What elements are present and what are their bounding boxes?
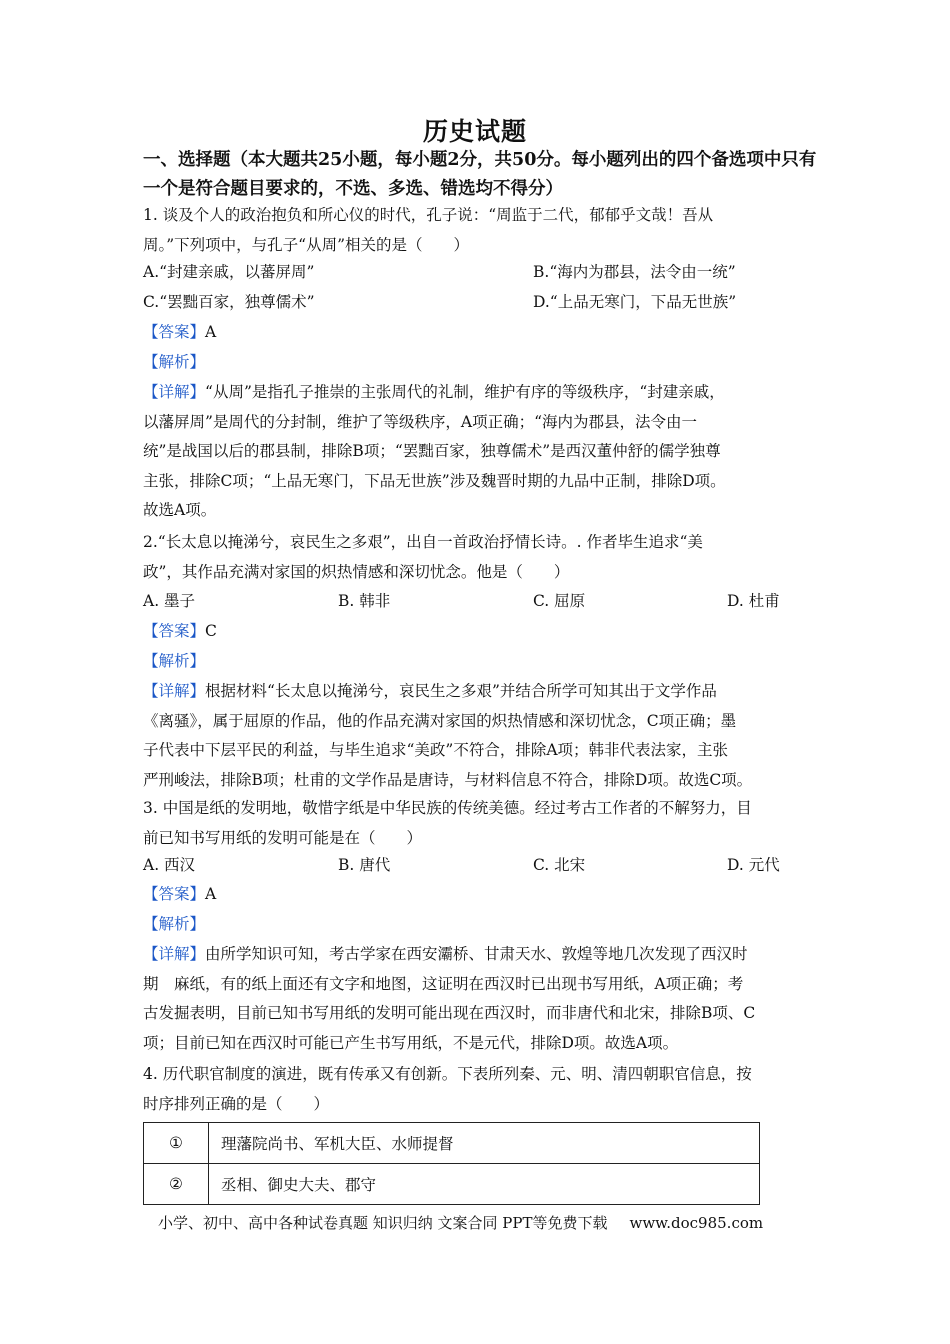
footer-url: www.doc985.com [629,1214,764,1232]
page-title: 历史试题 [422,117,527,146]
row-number: ① [144,1123,209,1164]
row-text: 丞相、御史大夫、郡守 [209,1164,760,1205]
q2-analysis-label: 【解析】 [143,652,206,670]
q1-option-a: A.“封建亲戚，以蕃屏周” [143,263,315,281]
q3-detail: 【详解】由所学知识可知，考古学家在西安灞桥、甘肃天水、敦煌等地几次发现了西汉时 期 麻纸，有的纸上面还有文字和地图，这证明在西汉时已出现书写用纸，A项正确；考 古发掘表明，目前已知书写用纸的发明可能出现在西汉时，而非唐代和北宋，排除B项、C 项；目前已知在西汉时可能已产生书写用纸，不是元代，排除D项。故选A项。 [143,945,756,1052]
table-row [144,1123,760,1164]
q3-option-c: C. 北宋 [533,856,586,874]
q3-option-b: B. 唐代 [338,856,391,874]
q1-detail: 【详解】“从周”是指孔子推崇的主张周代的礼制，维护有序的等级秩序，“封建亲戚， 以藩屏周”是周代的分封制，维护了等级秩序，A项正确；“海内为郡县，法令由一 统”是战国以后的郡县制，排除B项；“罢黜百家，独尊儒术”是西汉董仲舒的儒学独尊 主张，排除C项；“上品无寒门，下品无世族”涉及魏晋时期的九品中正制，排除D项。 故选A项。 [143,383,726,519]
q3-option-a: A. 西汉 [143,856,196,874]
q2-option-c: C. 屈原 [533,592,586,610]
q1-analysis-label: 【解析】 [143,353,206,371]
q4-table [143,1122,760,1205]
q1-option-d: D.“上品无寒门，下品无世族” [533,293,737,311]
footer-text: 小学、初中、高中各种试卷真题 知识归纳 文案合同 PPT等免费下载 [158,1214,608,1232]
q4-stem: 4. 历代职官制度的演进，既有传承又有创新。下表所列秦、元、明、清四朝职官信息，按 时序排列正确的是（ ） [143,1065,752,1113]
q3-analysis-label: 【解析】 [143,915,206,933]
row-number: ② [144,1164,209,1205]
q3-option-d: D. 元代 [727,856,780,874]
q1-answer: 【答案】A [143,323,217,341]
section-heading: 一、选择题（本大题共25小题，每小题2分，共50分。每小题列出的四个备选项中只有一个是符合题目要求的，不选、多选、错选均不得分） [143,150,817,199]
q2-stem: 2.“长太息以掩涕兮，哀民生之多艰”，出自一首政治抒情长诗。. 作者毕生追求“美 政”，其作品充满对家国的炽热情感和深切忧念。他是（ ） [143,533,703,581]
table-row [144,1164,760,1205]
q2-option-b: B. 韩非 [338,592,391,610]
q2-detail: 【详解】根据材料“长太息以掩涕兮，哀民生之多艰”并结合所学可知其出于文学作品 《离骚》，属于屈原的作品，他的作品充满对家国的炽热情感和深切忧念，C项正确；墨 子代表中下层平民的利益，与毕生追求“美政”不符合，排除A项；韩非代表法家，主张 严刑峻法，排除B项；杜甫的文学作品是唐诗，与材料信息不符合，排除D项。故选C项。 [143,682,753,789]
q1-option-c: C.“罢黜百家，独尊儒术” [143,293,315,311]
q1-stem: 1. 谈及个人的政治抱负和所心仪的时代，孔子说：“周监于二代，郁郁乎文哉！吾从 周。”下列项中，与孔子“从周”相关的是（ ） [143,206,714,254]
q3-stem: 3. 中国是纸的发明地，敬惜字纸是中华民族的传统美德。经过考古工作者的不解努力，目 前已知书写用纸的发明可能是在（ ） [143,799,752,847]
q2-option-d: D. 杜甫 [727,592,780,610]
q1-option-b: B.“海内为郡县，法令由一统” [533,263,736,281]
q2-option-a: A. 墨子 [143,592,196,610]
row-text: 理藩院尚书、军机大臣、水师提督 [209,1123,760,1164]
q3-answer: 【答案】A [143,885,217,903]
page-footer [158,1212,763,1233]
q2-answer: 【答案】C [143,622,217,640]
